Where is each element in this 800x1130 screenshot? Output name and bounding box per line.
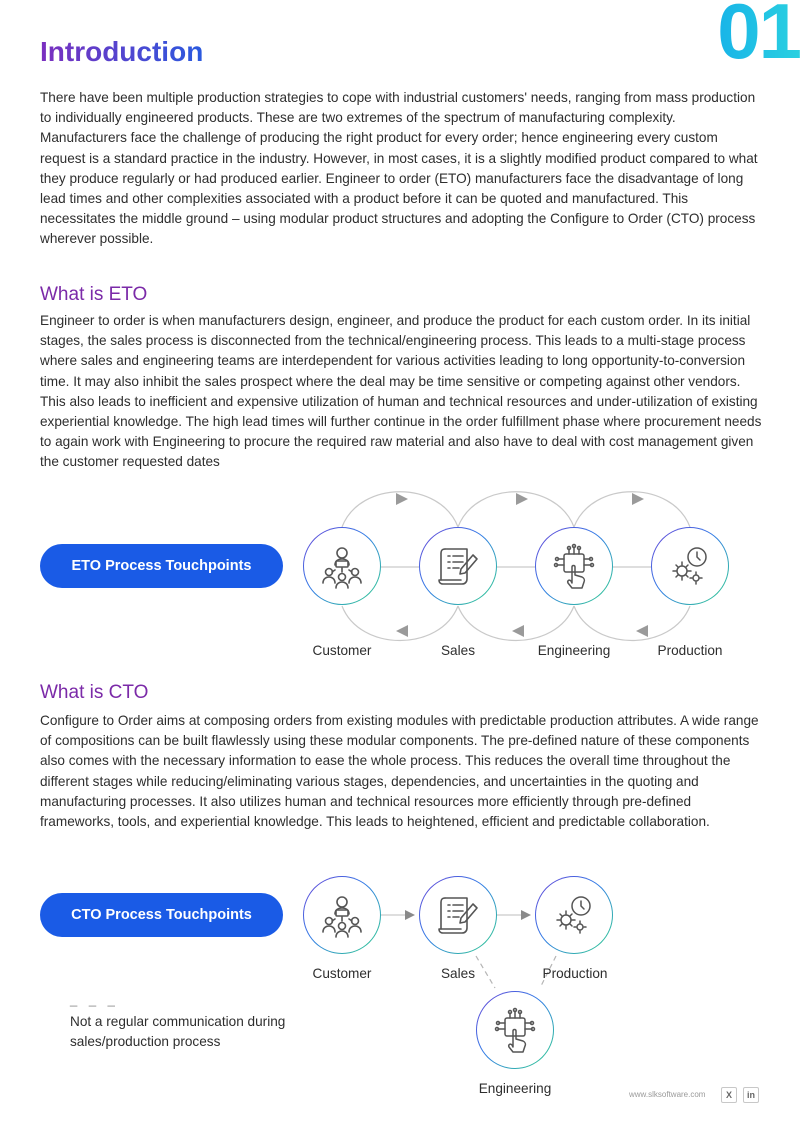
document-pen-icon bbox=[433, 890, 483, 940]
cto-label-production: Production bbox=[542, 966, 608, 981]
cto-touchpoints-button[interactable]: CTO Process Touchpoints bbox=[40, 893, 283, 937]
linkedin-icon[interactable]: in bbox=[743, 1087, 759, 1103]
cto-heading: What is CTO bbox=[40, 682, 149, 703]
eto-label-customer: Customer bbox=[312, 643, 372, 658]
legend-text: Not a regular communication during sales/production process bbox=[70, 1014, 286, 1049]
footer-url[interactable]: www.slksoftware.com bbox=[629, 1090, 706, 1099]
eto-heading: What is ETO bbox=[40, 284, 148, 305]
legend-dashed-line: _ _ _ bbox=[70, 992, 119, 1007]
intro-paragraph: There have been multiple production strategies to cope with industrial customers' needs, ranging from mass production to individually engineered products. These are two extremes of the spectrum of manufacturing complexity. Manufacturers face the challenge of producing the right product for every order; hence engineering every custom request is a standard practice in the industry. However, in most cases, it is a slightly modified product compared to what they produce regularly or had produced earlier. Engineer to order (ETO) manufacturers face the disadvantage of long lead times and other complexities associated with a product before it can be quoted and manufactured. This necessitates the middle ground – using modular product structures and adopting the Configure to Order (CTO) process wherever possible. bbox=[40, 90, 758, 247]
cto-sales-node bbox=[419, 876, 497, 954]
eto-label-sales: Sales bbox=[440, 643, 476, 658]
cto-paragraph: Configure to Order aims at composing orders from existing modules with predictable production attributes. A wide range of compositions can be built flawlessly using these modular components. The pre-defined nature of these components also comes with the necessary information to ease the whole process. This reduces the overall time throughout the different stages while reducing/eliminating various stages, dependencies, and uncertainties in the quoting and manufacturing processes. It also utilizes human and technical resources more efficiently through pre-defined frameworks, tools, and experiential knowledge. This leads to heightened, efficient and predictable collaboration. bbox=[40, 713, 759, 830]
cto-label-sales: Sales bbox=[440, 966, 476, 981]
eto-touchpoints-button[interactable]: ETO Process Touchpoints bbox=[40, 544, 283, 588]
page-title: Introduction bbox=[40, 36, 204, 67]
eto-paragraph: Engineer to order is when manufacturers design, engineer, and produce the product for each custom order. In its initial stages, the sales process is disconnected from the technical/engineering process. This leads to a multi-stage process where sales and engineering teams are interdependent for various activities leading to long opportunity-to-conversion time. It may also inhibit the sales prospect where the deal may be time sensitive or competing against other vendors. This also leads to inefficient and expensive utilization of human and technical resources and under-utilization of existing experiential knowledge. The high lead times will further continue in the order fulfillment phase where procurement needs to again work with Engineering to procure the required raw material and also have to deal with cost management given the customer requested dates bbox=[40, 313, 762, 470]
cto-engineering-node bbox=[476, 991, 554, 1069]
cto-label-engineering: Engineering bbox=[478, 1081, 552, 1096]
x-icon[interactable]: X bbox=[721, 1087, 737, 1103]
page-number: 01 bbox=[717, 0, 800, 77]
cto-label-customer: Customer bbox=[312, 966, 372, 981]
eto-label-production: Production bbox=[657, 643, 723, 658]
cto-production-node bbox=[535, 876, 613, 954]
customer-group-icon bbox=[317, 890, 367, 940]
cto-customer-node bbox=[303, 876, 381, 954]
eto-label-engineering: Engineering bbox=[537, 643, 611, 658]
gear-clock-icon bbox=[549, 890, 599, 940]
circuit-touch-icon bbox=[490, 1005, 540, 1055]
